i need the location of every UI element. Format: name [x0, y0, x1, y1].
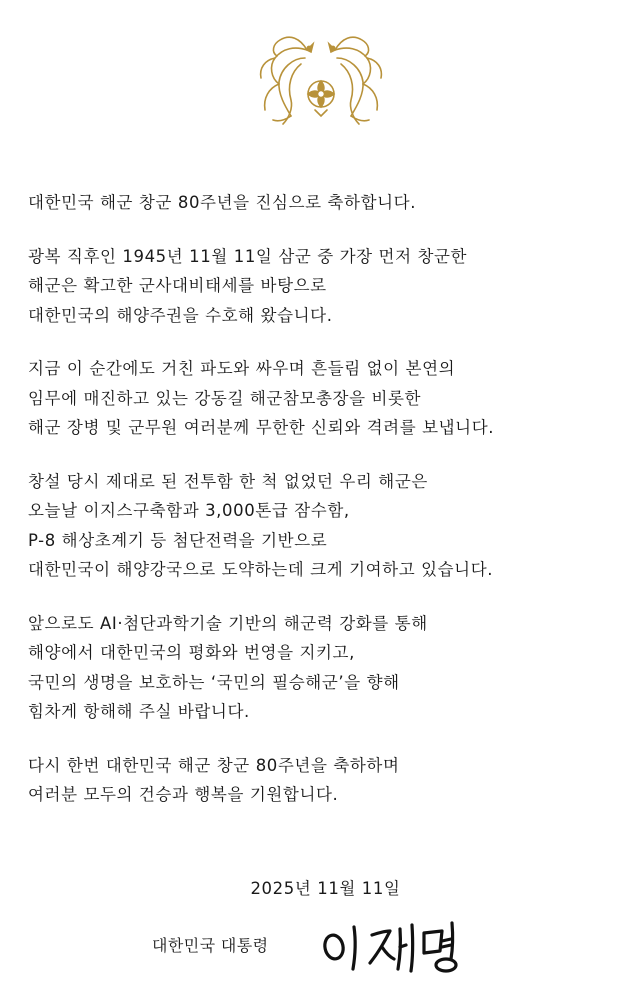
letter-date: 2025년 11월 11일 — [250, 879, 401, 898]
letter-line: 대한민국 해군 창군 80주년을 진심으로 축하합니다. — [28, 193, 417, 212]
signature-block — [152, 915, 492, 975]
letter-line: 힘차게 항해해 주실 바랍니다. — [28, 702, 250, 721]
paragraph-progress — [28, 467, 628, 585]
handwritten-signature — [320, 915, 480, 975]
phoenix-emblem-icon — [245, 28, 397, 130]
letter-body — [28, 188, 628, 834]
letter-line: 대한민국이 해양강국으로 도약하는데 크게 기여하고 있습니다. — [28, 560, 494, 579]
letter-line: 광복 직후인 1945년 11월 11일 삼군 중 가장 먼저 창군한 — [28, 246, 468, 266]
letter-line: 해양에서 대한민국의 평화와 번영을 지키고, — [28, 643, 355, 662]
letter-line: 오늘날 이지스구축함과 3,000톤급 잠수함, — [28, 501, 350, 520]
letter-line: 지금 이 순간에도 거친 파도와 싸우며 흔들림 없이 본연의 — [28, 359, 456, 378]
paragraph-gratitude — [28, 354, 628, 443]
letter-line: 대한민국의 해양주권을 수호해 왔습니다. — [28, 305, 333, 325]
paragraph-history — [28, 242, 628, 331]
letter-line: 다시 한번 대한민국 해군 창군 80주년을 축하하며 — [28, 755, 400, 775]
letter-line: 앞으로도 AI·첨단과학기술 기반의 해군력 강화를 통해 — [28, 613, 428, 633]
paragraph-closing — [28, 751, 628, 810]
paragraph-congratulations — [28, 188, 628, 218]
letter-line: 해군 장병 및 군무원 여러분께 무한한 신뢰와 격려를 보냅니다. — [28, 418, 495, 437]
letter-line: P-8 해상초계기 등 첨단전력을 기반으로 — [28, 530, 328, 550]
letter-line: 창설 당시 제대로 된 전투함 한 척 없었던 우리 해군은 — [28, 471, 428, 491]
letter-line: 여러분 모두의 건승과 행복을 기원합니다. — [28, 785, 339, 804]
signer-title: 대한민국 대통령 — [152, 936, 269, 955]
paragraph-future — [28, 609, 628, 727]
letter-line: 해군은 확고한 군사대비태세를 바탕으로 — [28, 276, 327, 295]
letter-line: 국민의 생명을 보호하는 ‘국민의 필승해군’을 향해 — [28, 672, 400, 692]
letter-line: 임무에 매진하고 있는 강동길 해군참모총장을 비롯한 — [28, 388, 422, 408]
